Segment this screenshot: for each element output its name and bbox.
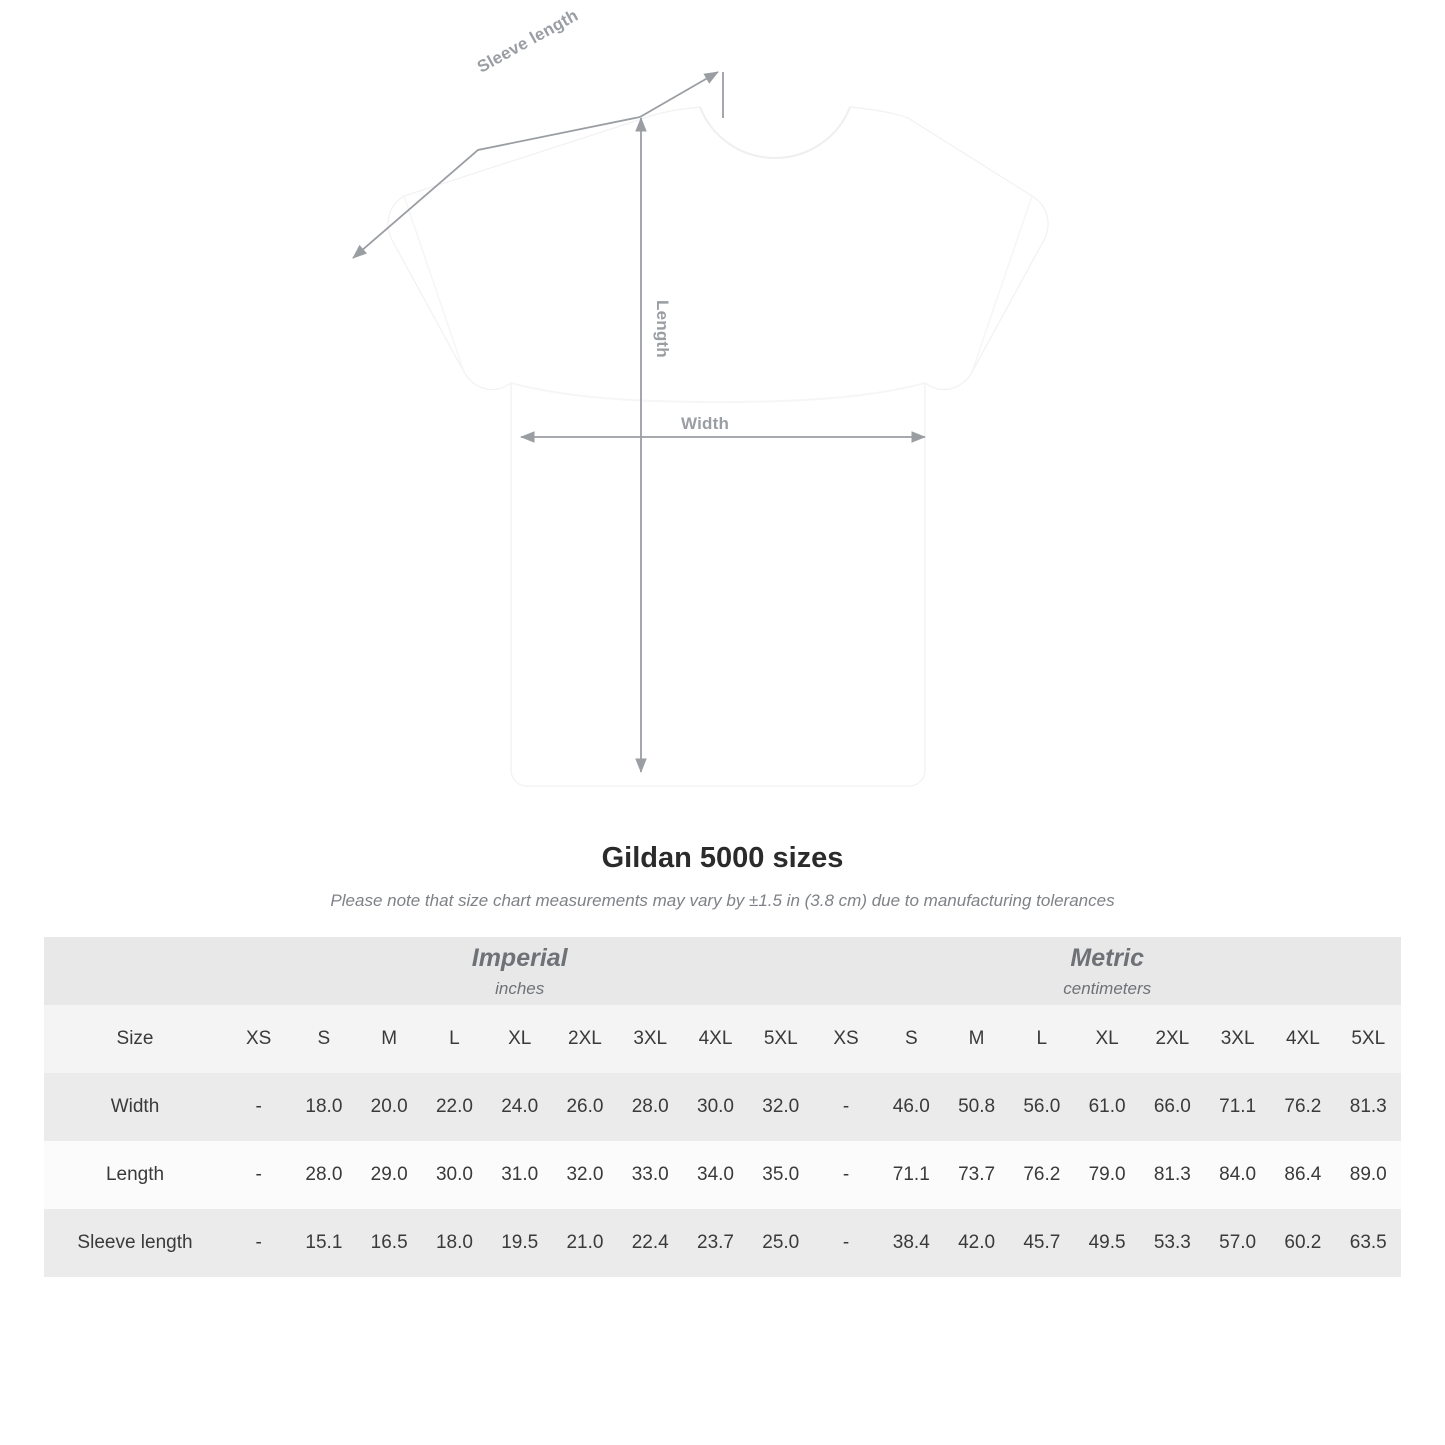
size-header-metric-5xl: 5XL — [1336, 1005, 1401, 1073]
cell-width-metric-3xl: 71.1 — [1205, 1073, 1270, 1141]
tshirt-shape — [388, 107, 1048, 786]
tolerance-note: Please note that size chart measurements may vary by ±1.5 in (3.8 cm) due to manufacturing tolerances — [330, 891, 1115, 910]
cell-sleeve-metric-l: 45.7 — [1009, 1209, 1074, 1277]
cell-width-metric-xs: - — [813, 1073, 878, 1141]
cell-width-imperial-xs: - — [226, 1073, 291, 1141]
cell-length-imperial-xs: - — [226, 1141, 291, 1209]
cell-sleeve-imperial-s: 15.1 — [291, 1209, 356, 1277]
cell-length-imperial-2xl: 32.0 — [552, 1141, 617, 1209]
cell-width-metric-l: 56.0 — [1009, 1073, 1074, 1141]
size-header-metric-xs: XS — [813, 1005, 878, 1073]
cell-sleeve-metric-4xl: 60.2 — [1270, 1209, 1335, 1277]
size-header-metric-4xl: 4XL — [1270, 1005, 1335, 1073]
cell-length-imperial-s: 28.0 — [291, 1141, 356, 1209]
size-table — [44, 937, 1401, 1277]
cell-width-metric-4xl: 76.2 — [1270, 1073, 1335, 1141]
cell-width-imperial-5xl: 32.0 — [748, 1073, 813, 1141]
row-header-size: Size — [44, 1005, 226, 1073]
cell-sleeve-metric-5xl: 63.5 — [1336, 1209, 1401, 1277]
table-row — [44, 1209, 1401, 1277]
title-block — [0, 842, 1445, 911]
cell-length-imperial-m: 29.0 — [357, 1141, 422, 1209]
cell-sleeve-metric-xs: - — [813, 1209, 878, 1277]
size-header-metric-2xl: 2XL — [1140, 1005, 1205, 1073]
cell-sleeve-imperial-m: 16.5 — [357, 1209, 422, 1277]
size-header-imperial-3xl: 3XL — [618, 1005, 683, 1073]
size-header-imperial-2xl: 2XL — [552, 1005, 617, 1073]
cell-sleeve-metric-2xl: 53.3 — [1140, 1209, 1205, 1277]
width-label: Width — [681, 414, 730, 433]
unit-imperial-name: Imperial — [471, 944, 568, 973]
size-header-metric-l: L — [1009, 1005, 1074, 1073]
cell-length-metric-5xl: 89.0 — [1336, 1141, 1401, 1209]
cell-sleeve-imperial-l: 18.0 — [422, 1209, 487, 1277]
unit-metric-name: Metric — [1070, 944, 1145, 973]
cell-length-metric-l: 76.2 — [1009, 1141, 1074, 1209]
cell-length-metric-xs: - — [813, 1141, 878, 1209]
cell-length-metric-2xl: 81.3 — [1140, 1141, 1205, 1209]
cell-width-metric-s: 46.0 — [879, 1073, 944, 1141]
cell-length-metric-s: 71.1 — [879, 1141, 944, 1209]
size-header-row — [44, 1005, 1401, 1073]
cell-length-imperial-l: 30.0 — [422, 1141, 487, 1209]
cell-sleeve-imperial-4xl: 23.7 — [683, 1209, 748, 1277]
cell-width-imperial-xl: 24.0 — [487, 1073, 552, 1141]
cell-sleeve-imperial-3xl: 22.4 — [618, 1209, 683, 1277]
cell-length-imperial-5xl: 35.0 — [748, 1141, 813, 1209]
cell-sleeve-imperial-xs: - — [226, 1209, 291, 1277]
length-label: Length — [653, 300, 672, 358]
size-header-imperial-l: L — [422, 1005, 487, 1073]
size-header-imperial-xl: XL — [487, 1005, 552, 1073]
row-label-width: Width — [44, 1073, 226, 1141]
unit-metric-sub: centimeters — [1063, 978, 1152, 998]
unit-head-metric — [813, 937, 1401, 1005]
table-row — [44, 1073, 1401, 1141]
table-row — [44, 1141, 1401, 1209]
cell-width-imperial-4xl: 30.0 — [683, 1073, 748, 1141]
size-header-imperial-s: S — [291, 1005, 356, 1073]
cell-width-metric-xl: 61.0 — [1074, 1073, 1139, 1141]
cell-length-imperial-3xl: 33.0 — [618, 1141, 683, 1209]
size-header-metric-3xl: 3XL — [1205, 1005, 1270, 1073]
size-header-metric-m: M — [944, 1005, 1009, 1073]
cell-length-metric-xl: 79.0 — [1074, 1141, 1139, 1209]
size-table-wrap — [44, 937, 1401, 1277]
cell-width-imperial-2xl: 26.0 — [552, 1073, 617, 1141]
cell-sleeve-metric-m: 42.0 — [944, 1209, 1009, 1277]
cell-width-metric-5xl: 81.3 — [1336, 1073, 1401, 1141]
cell-length-metric-m: 73.7 — [944, 1141, 1009, 1209]
page-title: Gildan 5000 sizes — [601, 842, 844, 874]
cell-length-metric-4xl: 86.4 — [1270, 1141, 1335, 1209]
cell-length-imperial-xl: 31.0 — [487, 1141, 552, 1209]
cell-sleeve-imperial-xl: 19.5 — [487, 1209, 552, 1277]
cell-length-metric-3xl: 84.0 — [1205, 1141, 1270, 1209]
cell-sleeve-metric-xl: 49.5 — [1074, 1209, 1139, 1277]
unit-head-blank — [44, 937, 226, 1005]
cell-width-metric-2xl: 66.0 — [1140, 1073, 1205, 1141]
size-header-imperial-xs: XS — [226, 1005, 291, 1073]
cell-sleeve-metric-3xl: 57.0 — [1205, 1209, 1270, 1277]
size-header-imperial-4xl: 4XL — [683, 1005, 748, 1073]
unit-header-row — [44, 937, 1401, 1005]
row-label-sleeve-length: Sleeve length — [44, 1209, 226, 1277]
unit-imperial-sub: inches — [495, 978, 545, 998]
size-header-imperial-5xl: 5XL — [748, 1005, 813, 1073]
size-header-metric-s: S — [879, 1005, 944, 1073]
size-header-imperial-m: M — [357, 1005, 422, 1073]
cell-width-imperial-l: 22.0 — [422, 1073, 487, 1141]
unit-head-imperial — [226, 937, 813, 1005]
row-label-length: Length — [44, 1141, 226, 1209]
cell-width-imperial-s: 18.0 — [291, 1073, 356, 1141]
cell-width-imperial-m: 20.0 — [357, 1073, 422, 1141]
sleeve-length-label: Sleeve length — [474, 5, 582, 77]
size-header-metric-xl: XL — [1074, 1005, 1139, 1073]
cell-width-metric-m: 50.8 — [944, 1073, 1009, 1141]
cell-sleeve-metric-s: 38.4 — [879, 1209, 944, 1277]
cell-width-imperial-3xl: 28.0 — [618, 1073, 683, 1141]
cell-length-imperial-4xl: 34.0 — [683, 1141, 748, 1209]
cell-sleeve-imperial-5xl: 25.0 — [748, 1209, 813, 1277]
cell-sleeve-imperial-2xl: 21.0 — [552, 1209, 617, 1277]
